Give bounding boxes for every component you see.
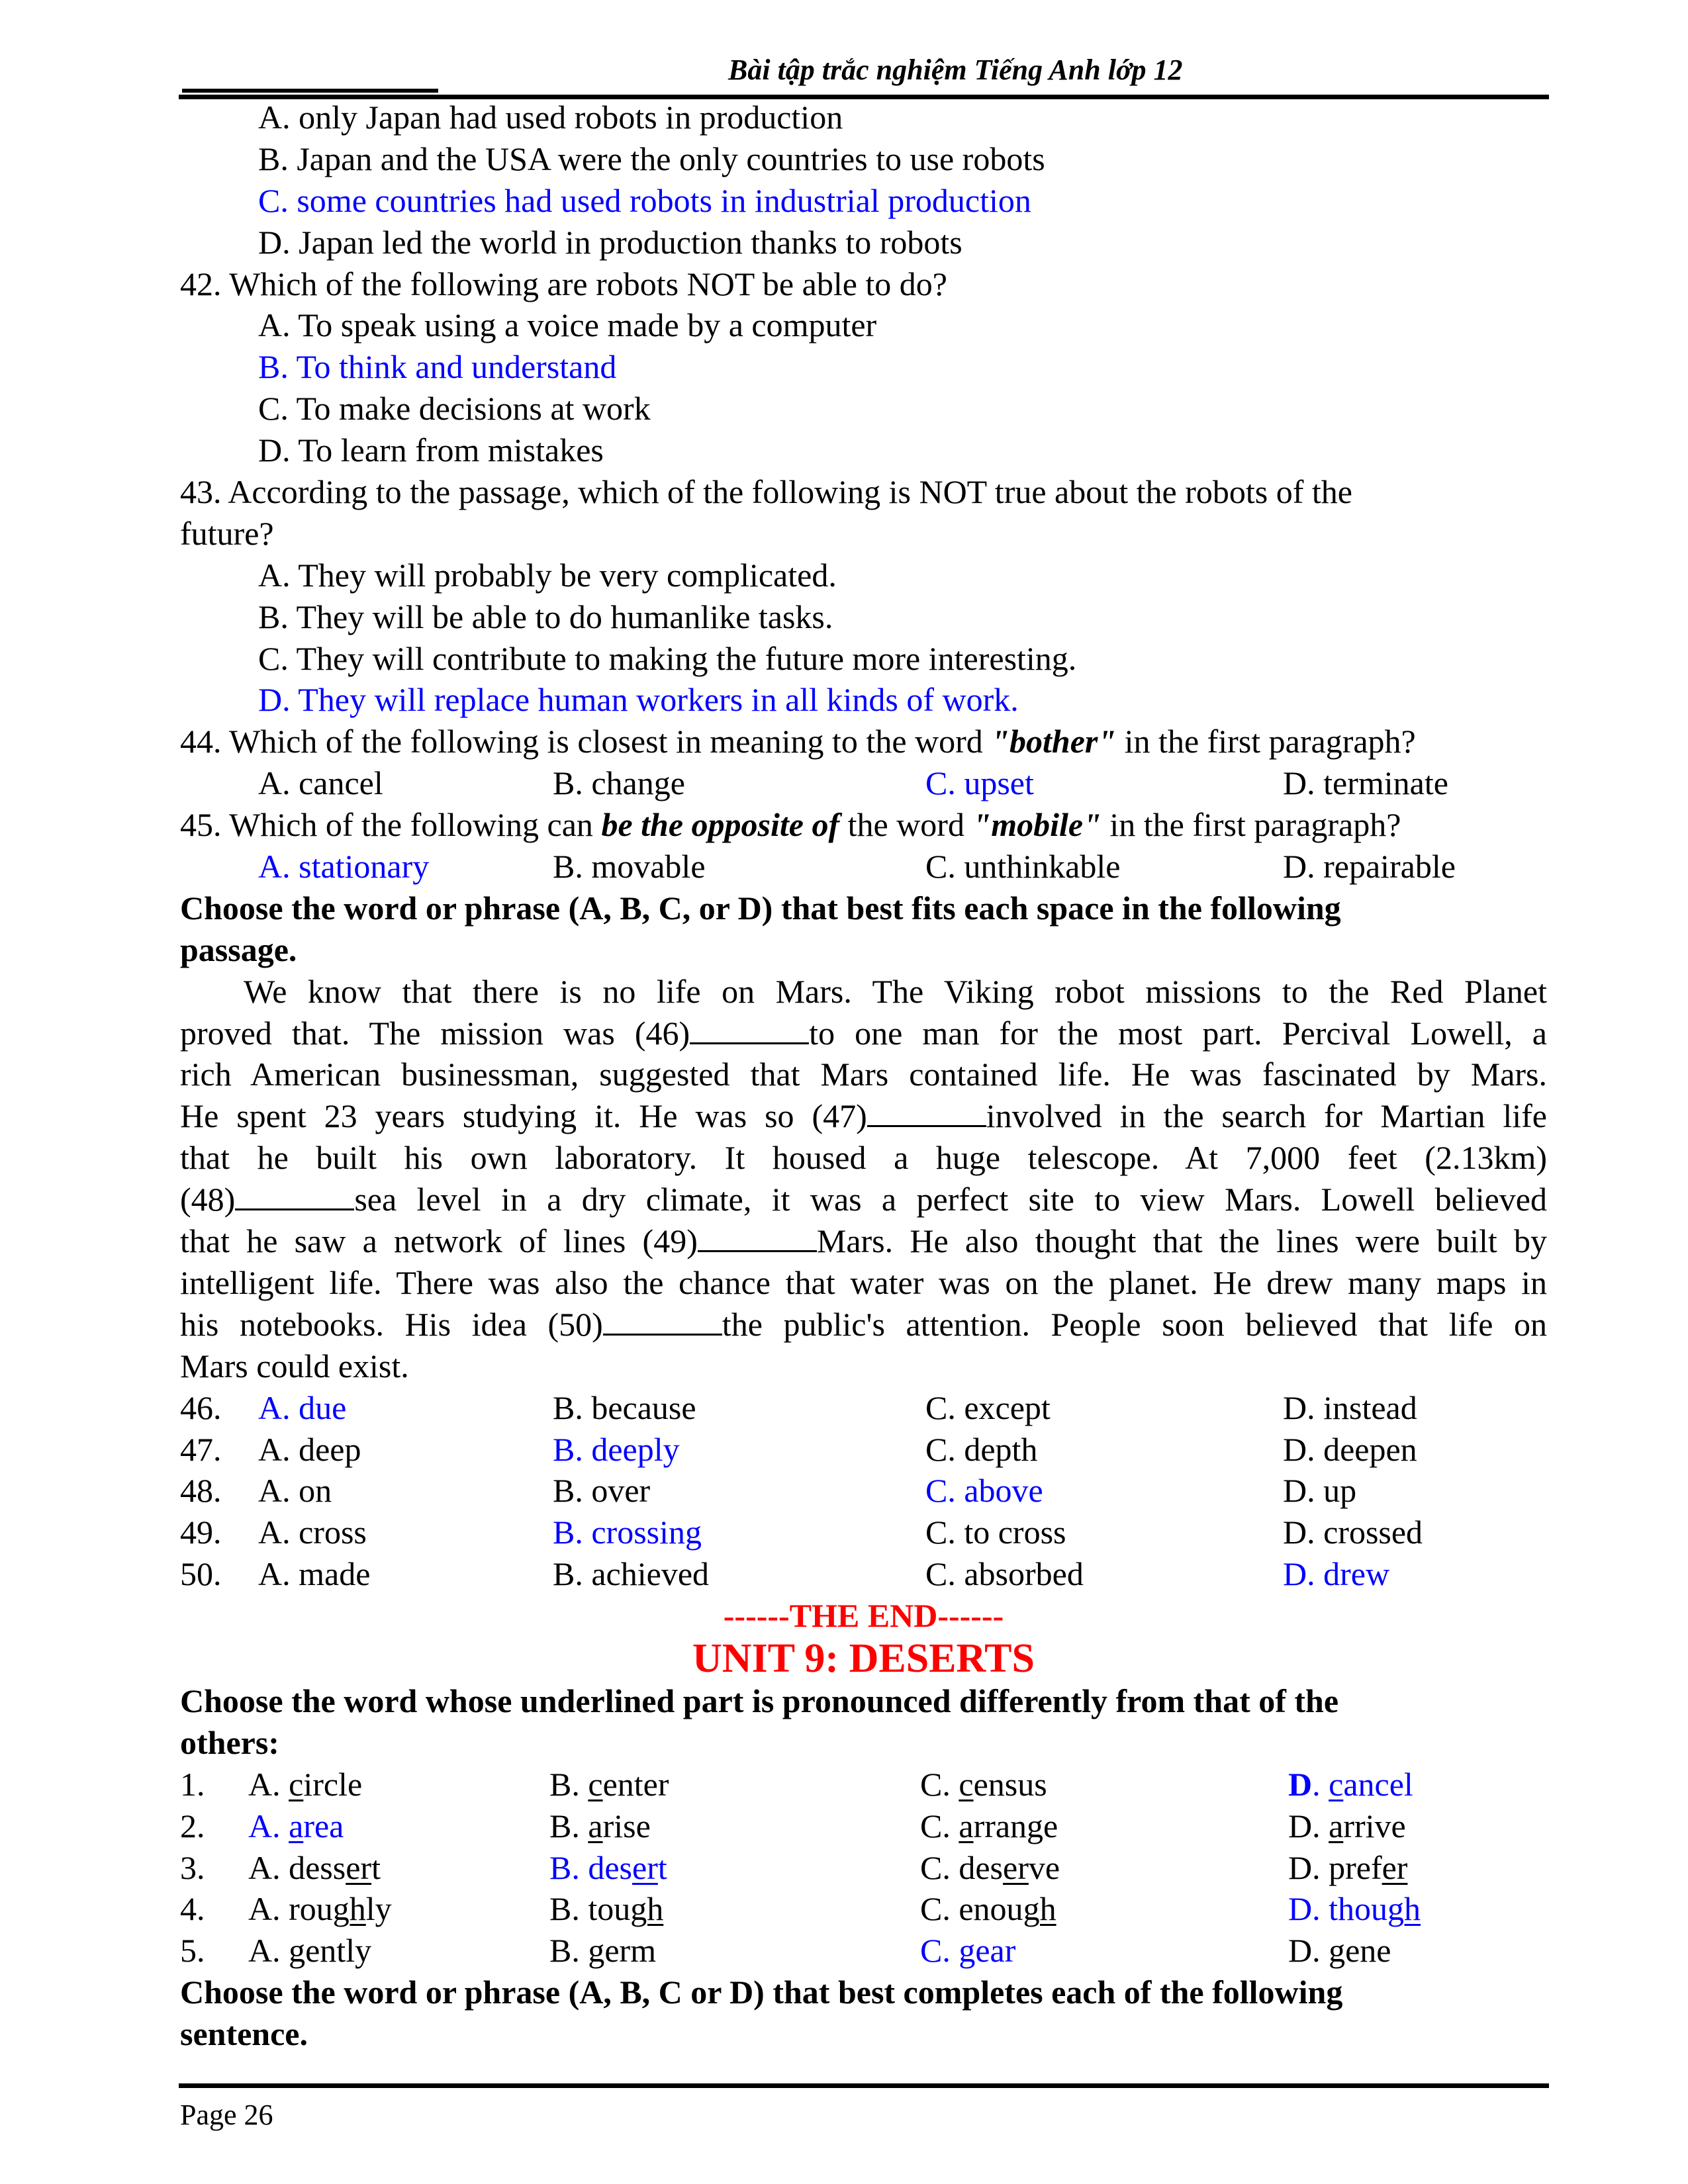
question-45 (180, 804, 1547, 887)
pron-q1-option-c (920, 1764, 1288, 1805)
pron-q1-option-d-correct (1288, 1764, 1540, 1805)
q43-option-c: C. They will contribute to making the future more interesting. (258, 639, 1077, 677)
blank-49 (698, 1224, 817, 1252)
word-suffix: rea (303, 1807, 344, 1844)
cloze-instruction-line1: Choose the word or phrase (A, B, C, or D) that best fits each space in the following (180, 889, 1341, 927)
pron-q4-option-c (920, 1888, 1288, 1930)
q45-stem-pre: 45. Which of the following can (180, 806, 602, 844)
blank-46 (690, 1016, 809, 1044)
underlined-part: er (632, 1848, 658, 1886)
q45-option-c: C. unthinkable (925, 848, 1121, 886)
underlined-part: a (959, 1807, 974, 1844)
q48-option-c-correct: C. above (925, 1472, 1043, 1510)
option-letter: B. (549, 1848, 580, 1886)
blank-48 (235, 1182, 354, 1210)
cloze-questions (180, 1387, 1547, 1595)
underlined-part: gh (1387, 1890, 1421, 1928)
q45-stem-mid: the word (839, 806, 973, 844)
q43-stem-line2: future? (180, 514, 274, 552)
word-prefix: rou (289, 1890, 333, 1928)
q44-stem-pre: 44. Which of the following is closest in meaning to the word (180, 723, 992, 760)
q42-option-d: D. To learn from mistakes (258, 432, 604, 469)
option-letter: A. (248, 1848, 281, 1886)
underlined-part: g (289, 1932, 306, 1970)
pron-q4-option-d-correct (1288, 1888, 1540, 1930)
pronunciation-question-2 (180, 1805, 1547, 1847)
option-letter: D. (1288, 1890, 1321, 1928)
question-number: 1. (180, 1765, 205, 1803)
word-prefix: des (959, 1848, 1004, 1886)
word-prefix: tou (588, 1890, 631, 1928)
passage-line: intelligent life. There was also the chance that water was on the planet. He drew many maps in (180, 1263, 1547, 1301)
q48-option-d: D. up (1283, 1472, 1357, 1510)
q47-option-c: C. depth (925, 1430, 1038, 1468)
word-suffix: ently (305, 1932, 372, 1970)
underlined-part: g (1329, 1932, 1346, 1970)
q45-option-d: D. repairable (1283, 848, 1456, 886)
q45-options (180, 846, 1547, 887)
word-suffix: ircle (303, 1765, 363, 1803)
page-number: Page 26 (180, 2099, 273, 2131)
pronunciation-question-5 (180, 1930, 1547, 1972)
option-letter: C. (920, 1932, 951, 1970)
option-letter: D (1288, 1765, 1313, 1803)
header-title: Bài tập trắc nghiệm Tiếng Anh lớp 12 (728, 54, 1183, 86)
q44-option-b: B. change (553, 764, 685, 802)
underlined-part: gh (332, 1890, 366, 1928)
underlined-part: gh (1023, 1890, 1056, 1928)
q44-option-a: A. cancel (258, 764, 383, 802)
question-48 (180, 1470, 1547, 1512)
cloze-passage (180, 971, 1547, 1387)
question-50 (180, 1553, 1547, 1595)
passage-line: proved that. The mission was (46) to one man for the most part. Percival Lowell, a (180, 1014, 1547, 1052)
pron-q3-option-b-correct (549, 1847, 920, 1889)
word-suffix: ear (975, 1932, 1016, 1970)
option-letter: B. (549, 1890, 580, 1928)
q44-stem (180, 721, 1547, 762)
q43-stem-line1: 43. According to the passage, which of the following is NOT true about the robots of the (180, 473, 1352, 511)
option-letter: A. (248, 1807, 281, 1844)
underlined-part: c (289, 1765, 304, 1803)
word-suffix: ly (365, 1890, 392, 1928)
next-instruction-line1: Choose the word or phrase (A, B, C or D) that best completes each of the following (180, 1974, 1343, 2011)
pron-q5-option-d (1288, 1930, 1540, 1972)
passage-line: We know that there is no life on Mars. The Viking robot missions to the Red Planet (244, 972, 1547, 1010)
word-prefix: thou (1329, 1890, 1388, 1928)
pron-q5-option-a (248, 1930, 549, 1972)
word-suffix: rise (602, 1807, 651, 1844)
q48-option-b: B. over (553, 1472, 651, 1510)
q50-option-d-correct: D. drew (1283, 1555, 1390, 1593)
q44-keyword: "bother" (991, 723, 1117, 760)
word-suffix: ene (1345, 1932, 1391, 1970)
word-suffix: rrive (1343, 1807, 1406, 1844)
option-letter: A. (248, 1765, 281, 1803)
q41-option-a: A. only Japan had used robots in production (258, 99, 843, 136)
question-43 (180, 471, 1547, 721)
q50-option-b: B. achieved (553, 1555, 710, 1593)
q49-option-a: A. cross (258, 1514, 367, 1551)
the-end-heading: ------THE END------ (723, 1597, 1004, 1635)
passage-line: that he saw a network of lines (49) Mars. He also thought that the lines were built by (180, 1222, 1547, 1260)
question-42 (180, 263, 1547, 471)
word-suffix: ve (1028, 1848, 1060, 1886)
option-letter: C. (920, 1890, 951, 1928)
underlined-part: c (959, 1765, 974, 1803)
q47-option-d: D. deepen (1283, 1430, 1417, 1468)
word-suffix: t (371, 1848, 381, 1886)
question-number: 46. (180, 1388, 222, 1426)
q45-option-a-correct: A. stationary (258, 848, 430, 886)
cloze-instruction-line2: passage. (180, 931, 297, 968)
pronunciation-question-1 (180, 1764, 1547, 1805)
pron-q3-option-a (248, 1847, 549, 1889)
pron-q1-option-b (549, 1764, 920, 1805)
passage-line: that he built his own laboratory. It housed a huge telescope. At 7,000 feet (2.13km) (180, 1139, 1547, 1177)
option-letter: A. (248, 1932, 281, 1970)
option-letter-dot: . (1312, 1765, 1321, 1803)
option-letter: C. (920, 1807, 951, 1844)
q41-option-b: B. Japan and the USA were the only countries to use robots (258, 140, 1045, 177)
q49-option-b-correct: B. crossing (553, 1514, 702, 1551)
option-letter: C. (920, 1765, 951, 1803)
q49-option-c: C. to cross (925, 1514, 1066, 1551)
q42-option-b-correct: B. To think and understand (258, 348, 617, 386)
word-suffix: ensus (973, 1765, 1047, 1803)
q41-option-d: D. Japan led the world in production thanks to robots (258, 223, 962, 261)
question-47 (180, 1429, 1547, 1471)
pron-q2-option-a-correct (248, 1805, 549, 1847)
word-suffix: rrange (973, 1807, 1058, 1844)
pron-q3-option-c (920, 1847, 1288, 1889)
passage-line: Mars could exist. (180, 1347, 409, 1385)
pronunciation-questions (180, 1764, 1547, 1972)
q46-option-d: D. instead (1283, 1388, 1417, 1426)
header-short-rule (182, 89, 438, 93)
q41-options (180, 97, 1547, 263)
underlined-part: a (289, 1807, 304, 1844)
question-number: 47. (180, 1430, 222, 1468)
question-number: 3. (180, 1848, 205, 1886)
question-number: 5. (180, 1932, 205, 1970)
q45-emphasis: be the opposite of (601, 806, 840, 844)
q47-option-b-correct: B. deeply (553, 1430, 680, 1468)
q43-option-d-correct: D. They will replace human workers in all kinds of work. (258, 681, 1019, 719)
question-number: 50. (180, 1555, 222, 1593)
question-number: 49. (180, 1514, 222, 1551)
q45-option-b: B. movable (553, 848, 706, 886)
q44-options (180, 762, 1547, 804)
underlined-part: er (346, 1848, 372, 1886)
passage-line: He spent 23 years studying it. He was so (47) involved in the search for Martian life (180, 1097, 1547, 1135)
pron-q2-option-b (549, 1805, 920, 1847)
q45-stem (180, 804, 1547, 846)
q44-option-c-correct: C. upset (925, 764, 1034, 802)
underlined-part: er (1003, 1848, 1029, 1886)
q50-option-c: C. absorbed (925, 1555, 1084, 1593)
word-prefix: pref (1329, 1848, 1382, 1886)
question-number: 4. (180, 1890, 205, 1928)
q46-option-c: C. except (925, 1388, 1051, 1426)
q43-option-b: B. They will be able to do humanlike tasks. (258, 598, 833, 635)
question-number: 48. (180, 1472, 222, 1510)
word-suffix: ancel (1343, 1765, 1413, 1803)
underlined-part: c (588, 1765, 603, 1803)
q44-stem-post: in the first paragraph? (1116, 723, 1416, 760)
option-letter: A. (248, 1890, 281, 1928)
word-suffix: erm (604, 1932, 657, 1970)
pron-q4-option-b (549, 1888, 920, 1930)
option-letter: B. (549, 1807, 580, 1844)
q45-keyword: "mobile" (972, 806, 1102, 844)
q46-option-a-correct: A. due (258, 1388, 347, 1426)
page-content (180, 97, 1547, 2055)
pronunciation-instruction-line1: Choose the word whose underlined part is pronounced differently from that of the (180, 1682, 1339, 1719)
underlined-part: g (588, 1932, 605, 1970)
pronunciation-instruction-line2: others: (180, 1723, 279, 1761)
blank-47 (867, 1099, 986, 1127)
option-letter: D. (1288, 1807, 1321, 1844)
question-number: 2. (180, 1807, 205, 1844)
passage-line: (48) sea level in a dry climate, it was a perfect site to view Mars. Lowell believed (180, 1181, 1547, 1218)
q44-option-d: D. terminate (1283, 764, 1448, 802)
pronunciation-question-3 (180, 1847, 1547, 1889)
q42-option-c: C. To make decisions at work (258, 390, 651, 428)
underlined-part: g (959, 1932, 976, 1970)
pron-q5-option-b (549, 1930, 920, 1972)
q47-option-a: A. deep (258, 1430, 361, 1468)
q43-option-a: A. They will probably be very complicated. (258, 556, 837, 594)
pron-q2-option-d (1288, 1805, 1540, 1847)
footer-rule (179, 2083, 1549, 2088)
question-44 (180, 721, 1547, 804)
q46-option-b: B. because (553, 1388, 696, 1426)
q42-option-a: A. To speak using a voice made by a computer (258, 306, 877, 344)
q50-option-a: A. made (258, 1555, 371, 1593)
option-letter: B. (549, 1932, 580, 1970)
q48-option-a: A. on (258, 1472, 332, 1510)
next-instruction-line2: sentence. (180, 2015, 308, 2053)
passage-line: his notebooks. His idea (50) the public's attention. People soon believed that life on (180, 1305, 1547, 1343)
pron-q3-option-d (1288, 1847, 1540, 1889)
pron-q5-option-c-correct (920, 1930, 1288, 1972)
q42-stem: 42. Which of the following are robots NOT be able to do? (180, 265, 947, 302)
option-letter: C. (920, 1848, 951, 1886)
blank-50 (603, 1307, 722, 1336)
q49-option-d: D. crossed (1283, 1514, 1423, 1551)
option-letter: D. (1288, 1932, 1321, 1970)
pron-q1-option-a (248, 1764, 549, 1805)
underlined-part: c (1329, 1765, 1344, 1803)
option-letter: B. (549, 1765, 580, 1803)
option-letter: D. (1288, 1848, 1321, 1886)
pron-q4-option-a (248, 1888, 549, 1930)
pron-q2-option-c (920, 1805, 1288, 1847)
word-prefix: enou (959, 1890, 1023, 1928)
q45-stem-post: in the first paragraph? (1101, 806, 1401, 844)
word-suffix: t (657, 1848, 667, 1886)
word-suffix: enter (602, 1765, 669, 1803)
underlined-part: a (1329, 1807, 1344, 1844)
q41-option-c-correct: C. some countries had used robots in industrial production (258, 181, 1031, 219)
passage-line: rich American businessman, suggested that Mars contained life. He was fascinated by Mars. (180, 1056, 1547, 1093)
unit-title: UNIT 9: DESERTS (692, 1635, 1035, 1681)
question-49 (180, 1512, 1547, 1553)
underlined-part: a (588, 1807, 603, 1844)
underlined-part: gh (630, 1890, 664, 1928)
question-46 (180, 1387, 1547, 1429)
word-prefix: dess (289, 1848, 346, 1886)
pronunciation-question-4 (180, 1888, 1547, 1930)
word-prefix: des (588, 1848, 633, 1886)
underlined-part: er (1382, 1848, 1408, 1886)
